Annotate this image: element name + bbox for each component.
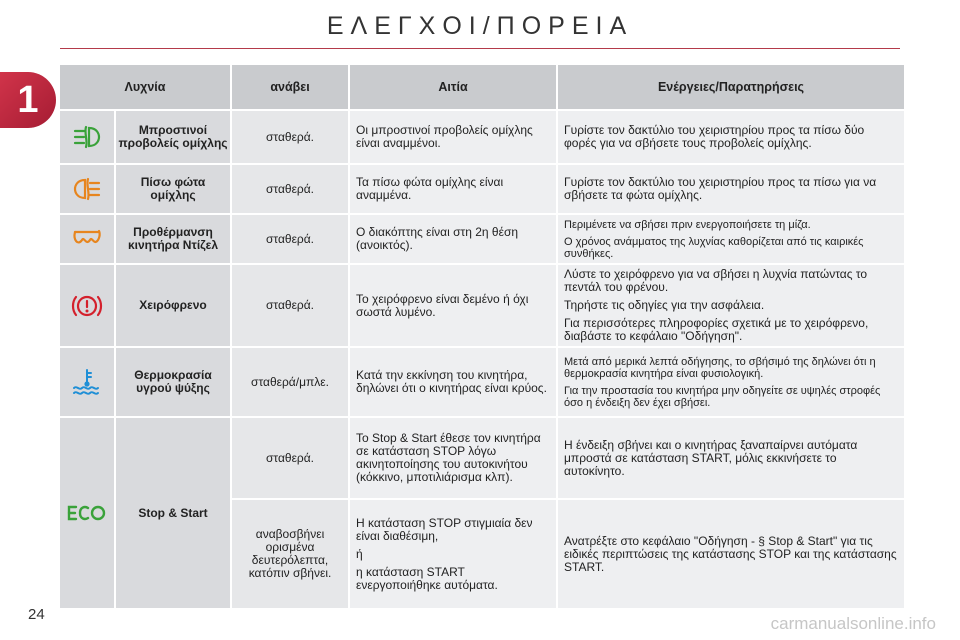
action-text: Η ένδειξη σβήνει και ο κινητήρας ξαναπαίρνει αυτόματα μπροστά σε κατάσταση START, μόλις εκκινήσετε το αυτοκίνητο. [564, 437, 858, 478]
lamp-name: Προθέρμανση κινητήρα Ντίζελ [115, 214, 231, 264]
lamp-name: Πίσω φώτα ομίχλης [115, 164, 231, 214]
lamp-actions [557, 264, 905, 347]
lamp-state: σταθερά. [231, 417, 349, 499]
action-text: Ανατρέξτε στο κεφάλαιο "Οδήγηση - § Stop & Start" για τις ειδικές περιπτώσεις της κατάστασης STOP και της κατάστασης START. [564, 533, 897, 574]
lamp-actions [557, 499, 905, 609]
eco-icon [66, 504, 108, 522]
lamp-cause: Τα πίσω φώτα ομίχλης είναι αναμμένα. [349, 164, 557, 214]
table-row [59, 164, 905, 214]
lamp-cause: Ο διακόπτης είναι στη 2η θέση (ανοικτός). [349, 214, 557, 264]
table-row [59, 417, 905, 499]
table-row [59, 110, 905, 164]
lamp-name: Χειρόφρενο [115, 264, 231, 347]
icon-cell [59, 264, 115, 347]
action-text: Γυρίστε τον δακτύλιο του χειριστηρίου προς τα πίσω δύο φορές για να σβήσετε τους προβολείς ομίχλης. [564, 123, 865, 150]
cause-text: Το Stop & Start έθεσε τον κινητήρα σε κατάσταση STOP λόγω ακινητοποίησης του αυτοκινήτου (κόκκινο, μποτιλιάρισμα κλπ). [356, 431, 541, 484]
table-row [59, 264, 905, 347]
table-row [59, 347, 905, 417]
lamp-actions [557, 347, 905, 417]
column-header-cause: Αιτία [349, 64, 557, 110]
lamp-state: σταθερά. [231, 214, 349, 264]
lamp-name: Μπροστινοί προβολείς ομίχλης [115, 110, 231, 164]
column-header-state: ανάβει [231, 64, 349, 110]
action-text: Για περισσότερες πληροφορίες σχετικά με το χειρόφρενο, διαβάστε το κεφάλαιο "Οδήγηση". [564, 316, 869, 343]
lamp-state: σταθερά. [231, 264, 349, 347]
parking-brake-icon [71, 292, 103, 320]
lamp-cause: Το χειρόφρενο είναι δεμένο ή όχι σωστά λυμένο. [349, 264, 557, 347]
cause-text: Η κατάσταση STOP στιγμιαία δεν είναι διαθέσιμη, [356, 515, 533, 543]
action-text: Λύστε το χειρόφρενο για να σβήσει η λυχνία πατώντας το πεντάλ του φρένου. [564, 267, 868, 294]
icon-cell [59, 110, 115, 164]
watermark: carmanualsonline.info [770, 614, 936, 633]
glow-plug-icon [72, 228, 102, 250]
table-row [59, 214, 905, 264]
page-number: 24 [28, 606, 45, 623]
lamp-actions [557, 214, 905, 264]
lamp-cause [349, 499, 557, 609]
action-text: Τηρήστε τις οδηγίες για την ασφάλεια. [564, 298, 765, 312]
chapter-tab: 1 [0, 72, 56, 128]
icon-cell [59, 214, 115, 264]
title-rule [60, 48, 900, 49]
action-text: Μετά από μερικά λεπτά οδήγησης, το σβήσιμό της δηλώνει ότι η θερμοκρασία κινητήρα είναι φυσιολογική. [564, 355, 876, 380]
lamp-state: σταθερά. [231, 110, 349, 164]
lamp-name: Stop & Start [115, 417, 231, 609]
cause-text: ή [356, 546, 363, 561]
column-header-actions: Ενέργειες/Παρατηρήσεις [557, 64, 905, 110]
lamp-state: αναβοσβήνει ορισμένα δευτερόλεπτα, κατόπιν σβήνει. [231, 499, 349, 609]
lamp-cause [349, 417, 557, 499]
column-header-lamp: Λυχνία [59, 64, 231, 110]
lamp-name: Θερμοκρασία υγρού ψύξης [115, 347, 231, 417]
page-title: ΕΛΕΓΧΟΙ/ΠΟΡΕΙΑ [326, 12, 634, 40]
action-text: Ο χρόνος ανάμματος της λυχνίας καθορίζεται από τις καιρικές συνθήκες. [564, 235, 864, 260]
front-fog-lamp-icon [73, 125, 101, 149]
icon-cell [59, 417, 115, 609]
action-text: Για την προστασία του κινητήρα μην οδηγείτε σε υψηλές στροφές όσο η ένδειξη δεν έχει σβήσει. [564, 384, 881, 409]
lamp-cause: Οι μπροστινοί προβολείς ομίχλης είναι αναμμένοι. [349, 110, 557, 164]
lamp-actions [557, 110, 905, 164]
icon-cell [59, 347, 115, 417]
lamp-state: σταθερά. [231, 164, 349, 214]
lamp-state: σταθερά/μπλε. [231, 347, 349, 417]
lamp-actions [557, 417, 905, 499]
action-text: Περιμένετε να σβήσει πριν ενεργοποιήσετε τη μίζα. [564, 218, 811, 231]
lamp-cause: Κατά την εκκίνηση του κινητήρα, δηλώνει ότι ο κινητήρας είναι κρύος. [349, 347, 557, 417]
rear-fog-lamp-icon [73, 177, 101, 201]
lamp-actions [557, 164, 905, 214]
coolant-temperature-icon [72, 368, 102, 396]
icon-cell [59, 164, 115, 214]
warning-lamps-table [58, 63, 906, 610]
cause-text: η κατάσταση START ενεργοποιήθηκε αυτόματα. [356, 564, 498, 592]
action-text: Γυρίστε τον δακτύλιο του χειριστηρίου προς τα πίσω για να σβήσετε τα φώτα ομίχλης. [564, 175, 877, 202]
table-header-row [59, 64, 905, 110]
